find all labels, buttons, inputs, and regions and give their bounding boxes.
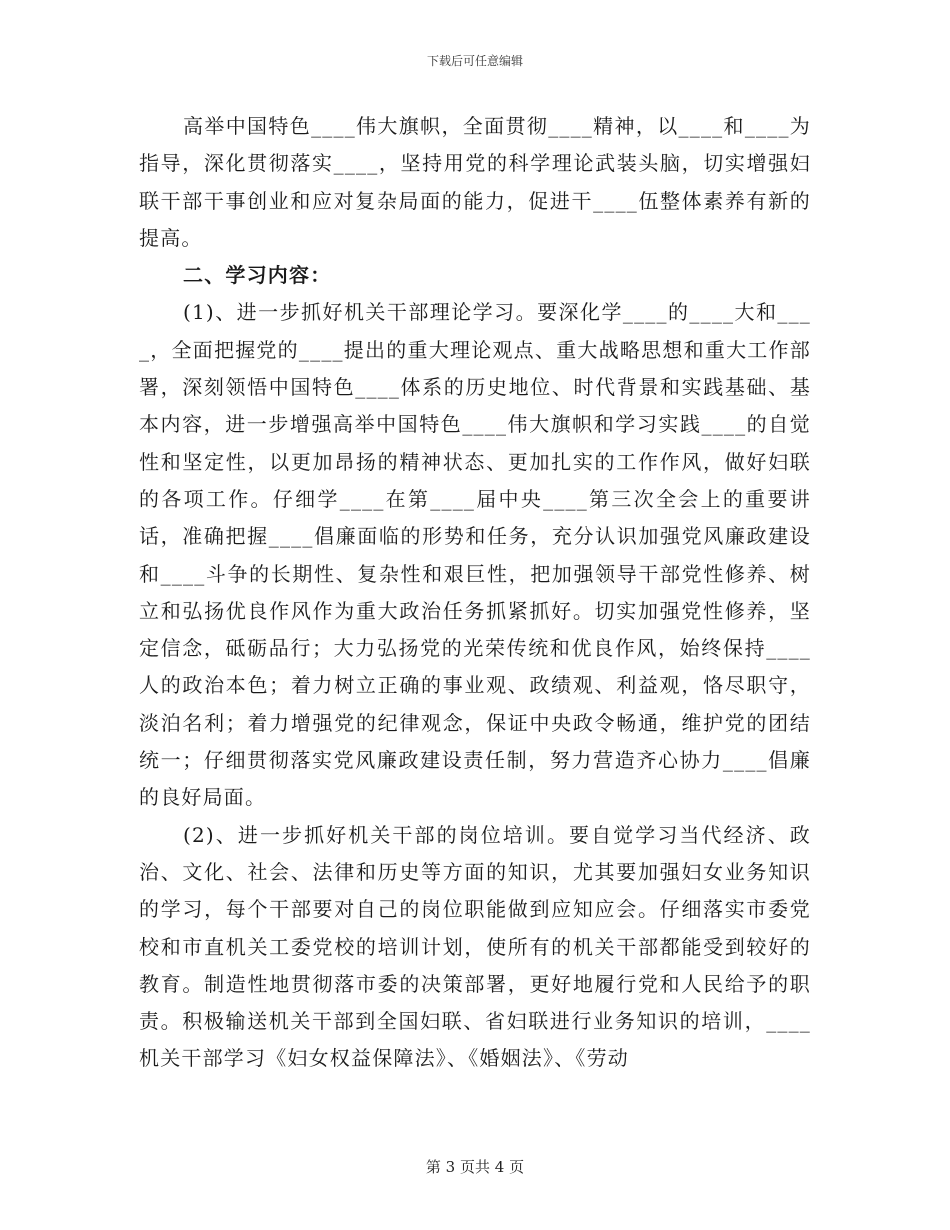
document-body — [139, 108, 811, 1078]
page-number: 第 3 页共 4 页 — [425, 1158, 525, 1176]
section-heading-study-content: 二、学习内容： — [183, 263, 332, 288]
paragraph-theory-study: (1)、进一步抓好机关干部理论学习。要深化学____的____大和____，全面把握党的____提出的重大理论观点、重大战略思想和重大工作部署，深刻领悟中国特色____体系的历史地位、时代背景和实践基础、基本内容，进一步增强高举中国特色____伟大旗帜和学习实践____的自觉性和坚定性，以更加昂扬的精神状态、更加扎实的工作作风，做好妇联的各项工作。仔细学____在第____届中央____第三次全会上的重要讲话，准确把握____倡廉面临的形势和任务，充分认识加强党风廉政建设和____斗争的长期性、复杂性和艰巨性，把加强领导干部党性修养、树立和弘扬优良作风作为重大政治任务抓紧抓好。切实加强党性修养，坚定信念，砥砺品行；大力弘扬党的光荣传统和优良作风，始终保持____人的政治本色；着力树立正确的事业观、政绩观、利益观，恪尽职守，淡泊名利；着力增强党的纪律观念，保证中央政令畅通，维护党的团结统一；仔细贯彻落实党风廉政建设责任制，努力营造齐心协力____倡廉的良好局面。 — [139, 300, 811, 810]
paragraph-job-training: (2)、进一步抓好机关干部的岗位培训。要自觉学习当代经济、政治、文化、社会、法律和历史等方面的知识，尤其要加强妇女业务知识的学习，每个干部要对自己的岗位职能做到应知应会。仔细落实市委党校和市直机关工委党校的培训计划，使所有的机关干部都能受到较好的教育。制造性地贯彻落市委的决策部署，更好地履行党和人民给予的职责。积极输送机关干部到全国妇联、省妇联进行业务知识的培训，____机关干部学习《妇女权益保障法》、《婚姻法》、《劳动 — [139, 822, 811, 1071]
intro-paragraph: 高举中国特色____伟大旗帜，全面贯彻____精神，以____和____为指导，深化贯彻落实____，坚持用党的科学理论武装头脑，切实增强妇联干部干事创业和应对复杂局面的能力，促进干____伍整体素养有新的提高。 — [139, 114, 811, 250]
page-header-note: 下载后可任意编辑 — [426, 54, 523, 68]
